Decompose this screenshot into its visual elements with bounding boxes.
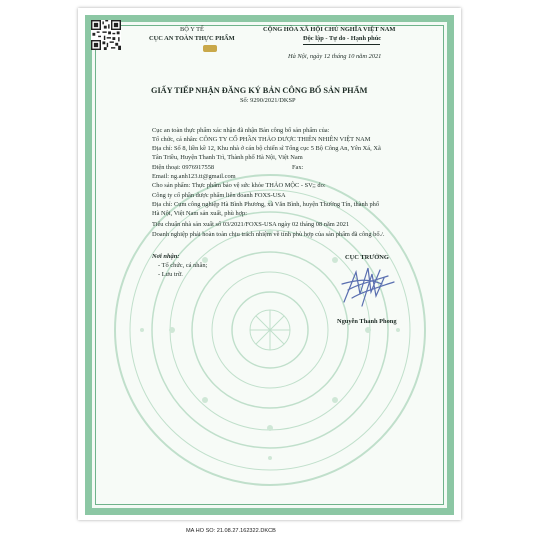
qr-code-icon bbox=[91, 20, 121, 50]
manufacturer-address-2: Hà Nội, Việt Nam sản xuất, phù hợp: bbox=[152, 210, 247, 217]
agency-emblem-icon bbox=[203, 45, 217, 52]
signer-name: Nguyễn Thanh Phong bbox=[337, 318, 397, 325]
address-line-1: Địa chỉ: Số 8, liền kề 12, Khu nhà ở cán bộ chiến sĩ Tổng cục 5 Bộ Công An, Yên Xá, Xã bbox=[152, 145, 381, 152]
address-line-2: Tân Triều, Huyện Thanh Trì, Thành phố Hà Nội, Việt Nam bbox=[152, 154, 303, 161]
responsibility-note: Doanh nghiệp phải hoàn toàn chịu trách nhiệm về tính phù hợp của sản phẩm đã công bố./. bbox=[152, 231, 385, 238]
national-motto: Độc lập - Tự do - Hạnh phúc bbox=[303, 35, 382, 42]
document-number: Số: 9290/2021/DKSP bbox=[240, 97, 296, 104]
drum-watermark-icon bbox=[110, 170, 430, 490]
standard: Tiêu chuẩn nhà sản xuất số 03/2021/FOXS-USA ngày 02 tháng 08 năm 2021 bbox=[152, 221, 350, 228]
email: Email: ng.anh123.tt@gmail.com bbox=[152, 173, 236, 180]
manufacturer-address-1: Địa chỉ: Cụm công nghiệp Hà Bình Phương, xã Văn Bình, huyện Thường Tín, thành phố bbox=[152, 201, 380, 208]
intro-text: Cục an toàn thực phẩm xác nhận đã nhận Bản công bố sản phẩm của: bbox=[152, 127, 330, 134]
recipient-item: - Tổ chức, cá nhân; bbox=[158, 262, 208, 269]
signature-icon bbox=[338, 262, 398, 310]
product-name: Cho sản phẩm: Thực phẩm bảo vệ sức khỏe THẢO MỘC - SV;; do: bbox=[152, 182, 326, 189]
recipient-item: - Lưu trữ. bbox=[158, 271, 183, 278]
phone: Điện thoại: 0976917558 bbox=[152, 164, 215, 171]
fax: Fax: bbox=[292, 164, 304, 171]
issue-date: Hà Nội, ngày 12 tháng 10 năm 2021 bbox=[288, 53, 382, 60]
department-name: CỤC AN TOÀN THỰC PHẨM bbox=[149, 35, 235, 42]
recipients-heading: Nơi nhận: bbox=[152, 253, 180, 260]
motto-underline bbox=[303, 44, 380, 45]
republic-name: CỘNG HÒA XÃ HỘI CHỦ NGHĨA VIỆT NAM bbox=[263, 26, 396, 33]
manufacturer: Công ty cổ phần dược phẩm liên doanh FOXS-USA bbox=[152, 192, 286, 199]
ministry-name: BỘ Y TẾ bbox=[180, 26, 204, 33]
dossier-code: MA HO SO: 21.08.27.162322.DKCB bbox=[186, 527, 276, 534]
organization: Tổ chức, cá nhân: CÔNG TY CỔ PHẦN THẢO DƯỢC THIÊN NHIÊN VIỆT NAM bbox=[152, 136, 371, 143]
signer-role: CỤC TRƯỞNG bbox=[345, 254, 389, 261]
document-title: GIẤY TIẾP NHẬN ĐĂNG KÝ BẢN CÔNG BỐ SẢN PHẨM bbox=[151, 86, 368, 95]
